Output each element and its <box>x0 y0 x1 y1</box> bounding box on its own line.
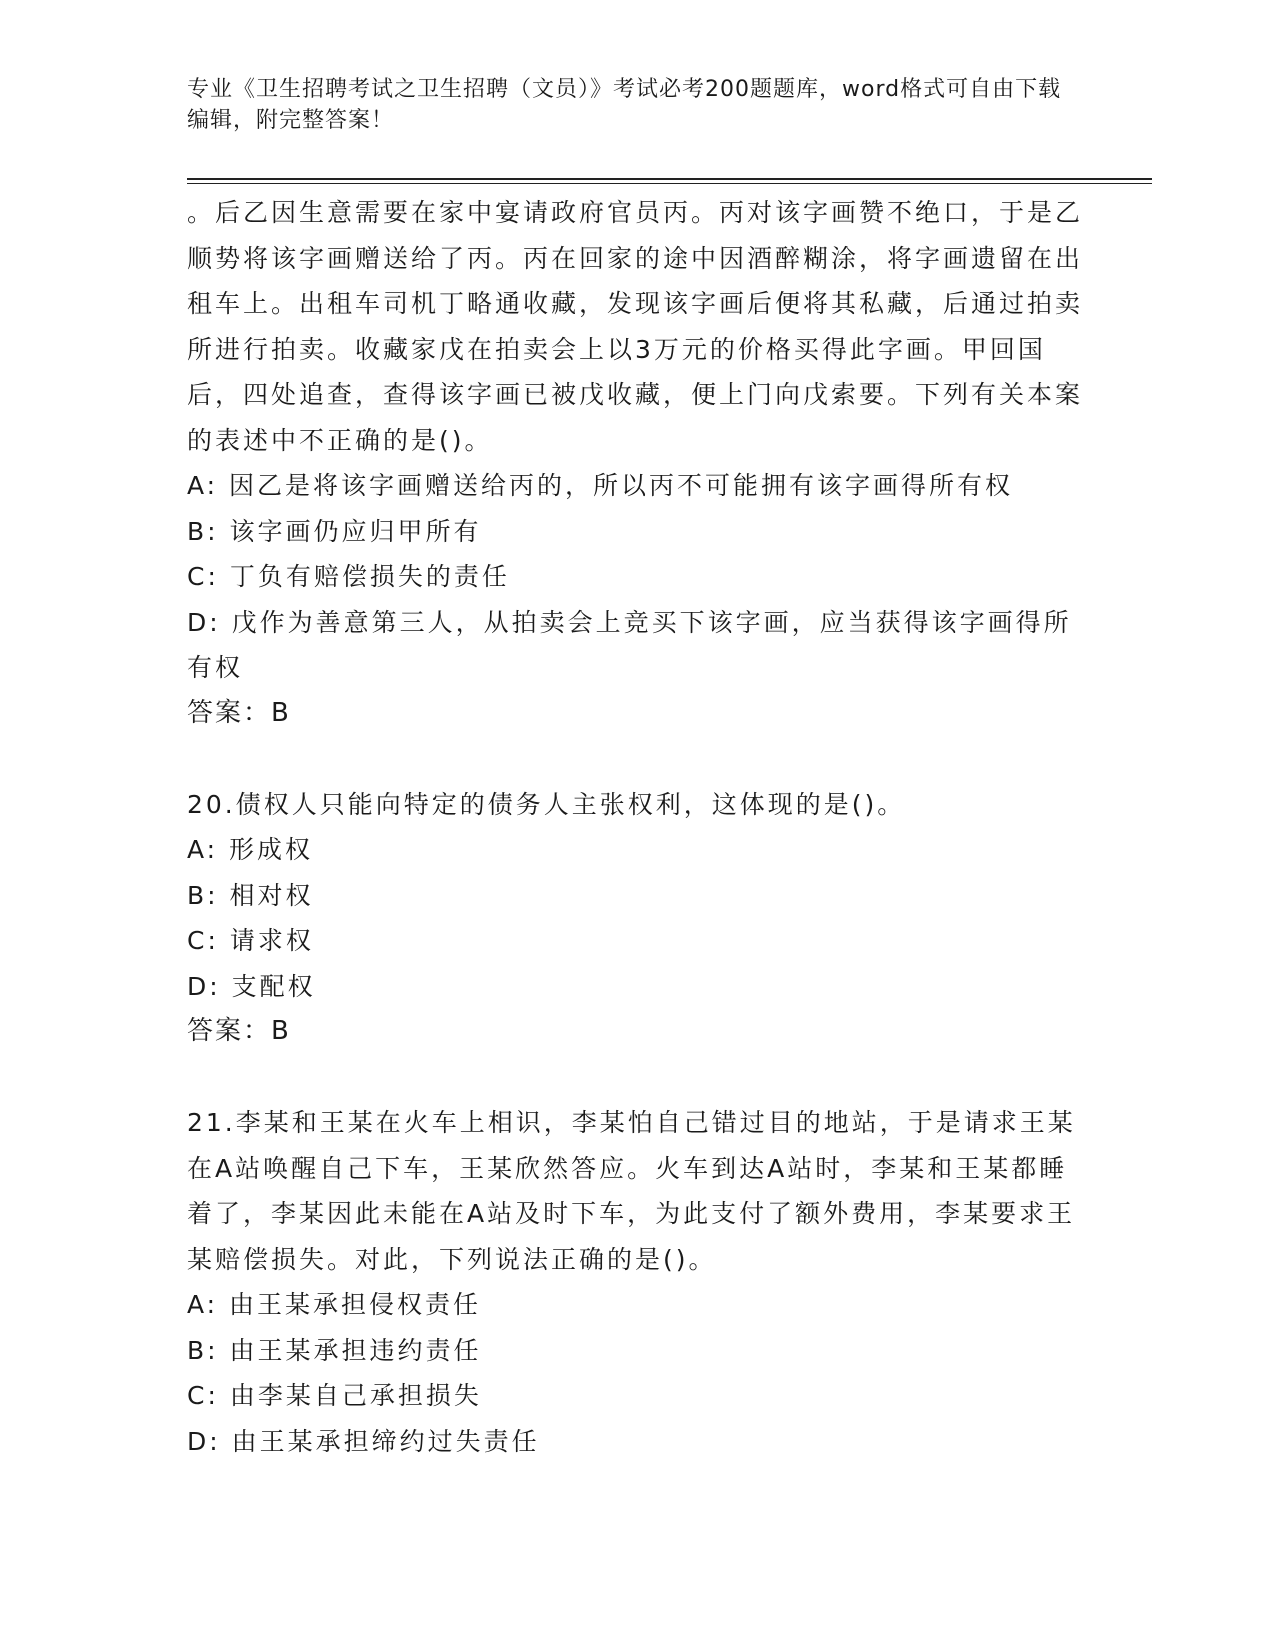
option-c: C: 丁负有赔偿损失的责任 <box>187 562 510 591</box>
option-d: D: 支配权 <box>187 971 316 1001</box>
option-a: A: 由王某承担侵权责任 <box>187 1290 482 1319</box>
option-d: D: 由王某承担缔约过失责任 <box>187 1426 540 1456</box>
question-stem: 21.李某和王某在火车上相识，李某怕自己错过目的地站，于是请求王某在A站唤醒自己下车，王某欣然答应。火车到达A站时，李某和王某都睡着了，李某因此未能在A站及时下车，为此支付了额外费用，李某要求王某赔偿损失。对此，下列说法正确的是()。 <box>187 1108 1076 1274</box>
page-header: 专业《卫生招聘考试之卫生招聘（文员）》考试必考200题题库，word格式可自由下载编辑，附完整答案！ <box>187 77 1062 133</box>
option-c: C: 由李某自己承担损失 <box>187 1381 482 1410</box>
question-stem: 20.债权人只能向特定的债务人主张权利，这体现的是()。 <box>187 789 906 819</box>
option-b: B: 相对权 <box>187 880 314 910</box>
option-a: A: 形成权 <box>187 835 314 864</box>
option-a: A: 因乙是将该字画赠送给丙的，所以丙不可能拥有该字画得所有权 <box>187 471 1014 500</box>
answer-label: 答案：B <box>187 697 291 728</box>
page-content <box>187 190 1087 1464</box>
option-b: B: 该字画仍应归甲所有 <box>187 516 482 546</box>
spacer <box>187 736 1087 782</box>
option-b: B: 由王某承担违约责任 <box>187 1335 482 1365</box>
option-c: C: 请求权 <box>187 926 314 955</box>
question-20 <box>187 782 1087 1055</box>
header-divider <box>187 178 1152 180</box>
question-21 <box>187 1100 1087 1464</box>
question-stem: 。后乙因生意需要在家中宴请政府官员丙。丙对该字画赞不绝口，于是乙顺势将该字画赠送给了丙。丙在回家的途中因酒醉糊涂，将字画遗留在出租车上。出租车司机丁略通收藏，发现该字画后便将其私藏，后通过拍卖所进行拍卖。收藏家戊在拍卖会上以3万元的价格买得此字画。甲回国后，四处追查，查得该字画已被戊收藏，便上门向戊索要。下列有关本案的表述中不正确的是()。 <box>187 198 1084 455</box>
header-divider-thin <box>187 183 1152 184</box>
option-d: D: 戊作为善意第三人，从拍卖会上竞买下该字画，应当获得该字画得所有权 <box>187 607 1072 682</box>
answer-label: 答案：B <box>187 1016 291 1046</box>
question-19 <box>187 190 1087 736</box>
spacer <box>187 1055 1087 1101</box>
